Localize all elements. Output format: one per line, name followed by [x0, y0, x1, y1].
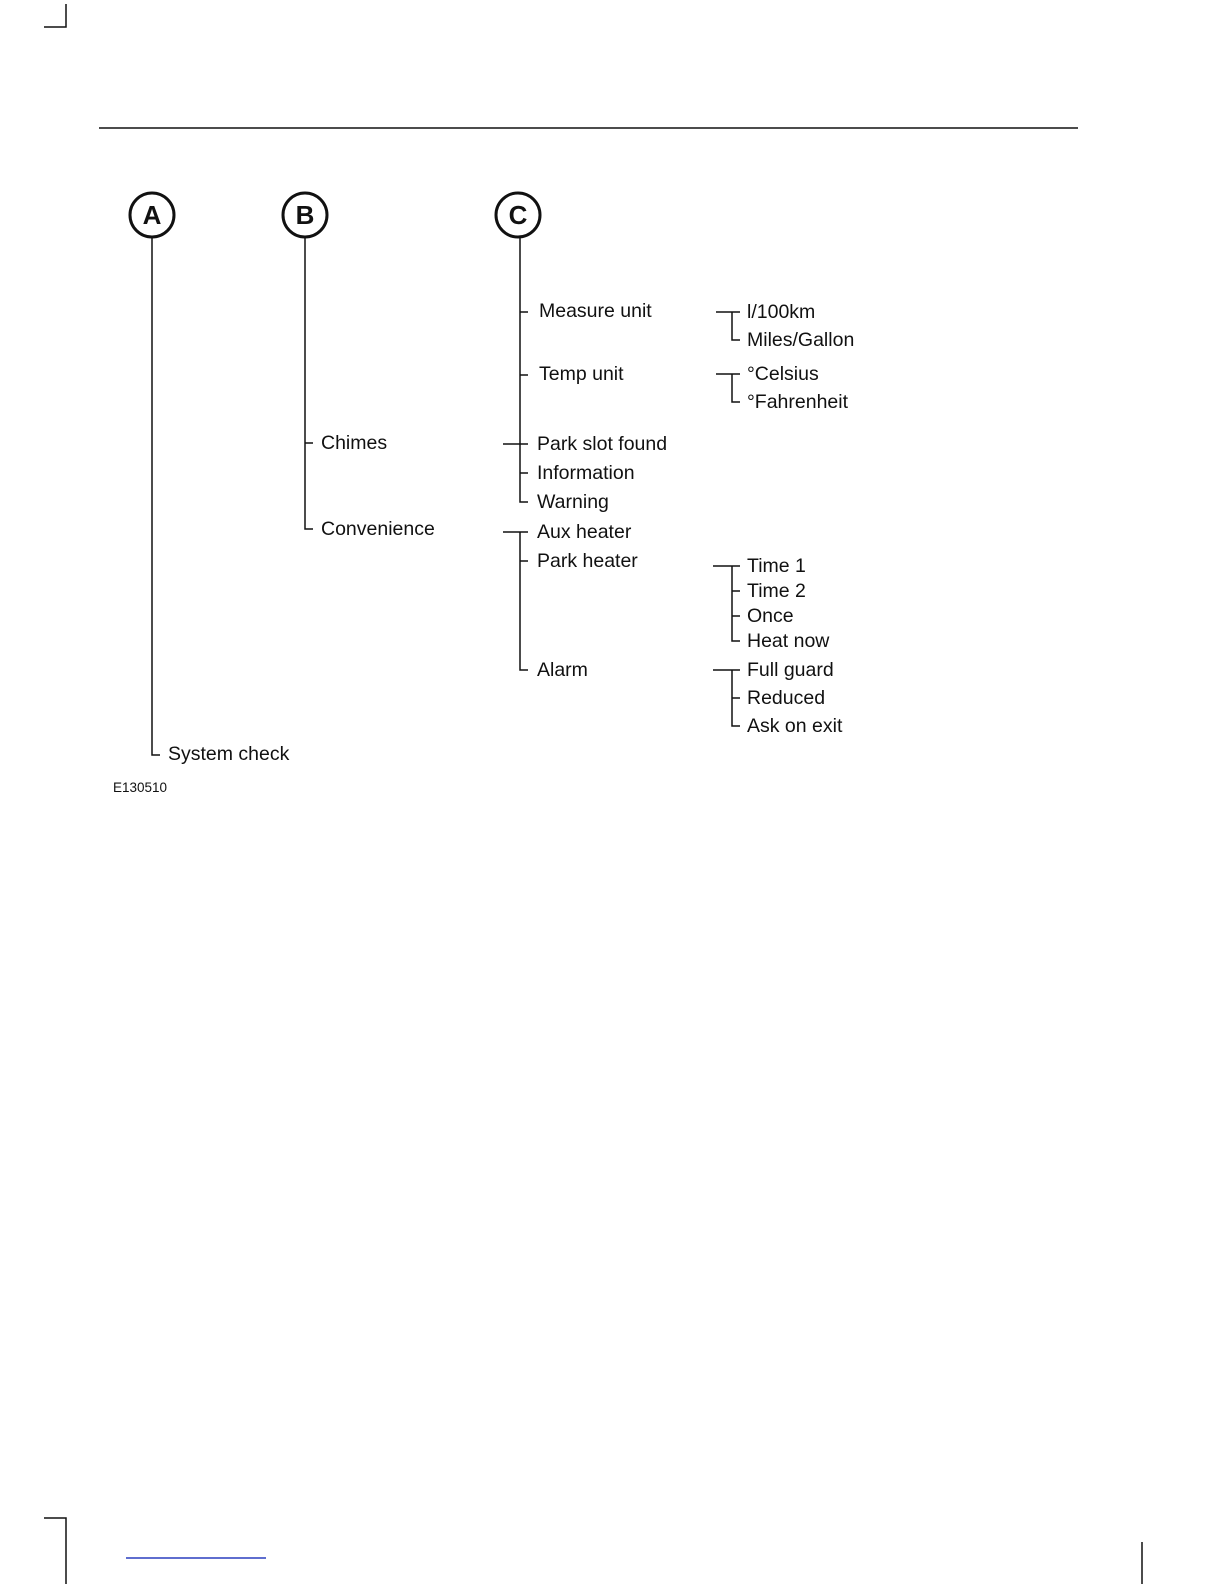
- option-time-2: Time 2: [747, 580, 806, 602]
- branch-park-heater: [732, 566, 740, 641]
- branch-a: [152, 237, 160, 755]
- option-full-guard: Full guard: [747, 659, 834, 681]
- figure-id: E130510: [113, 780, 168, 795]
- label-alarm: Alarm: [537, 659, 588, 681]
- crop-mark-bottom-left: [44, 1518, 66, 1584]
- branch-b: [305, 237, 313, 529]
- option-ask-on-exit: Ask on exit: [747, 715, 843, 737]
- label-warning: Warning: [537, 491, 609, 513]
- label-measure-unit: Measure unit: [539, 300, 652, 322]
- label-temp-unit: Temp unit: [539, 363, 624, 385]
- option-l100km: l/100km: [747, 301, 816, 323]
- label-aux-heater: Aux heater: [537, 521, 632, 543]
- branch-temp: [732, 374, 740, 402]
- option-once: Once: [747, 605, 794, 627]
- circle-b-letter: B: [295, 200, 315, 230]
- option-reduced: Reduced: [747, 687, 826, 709]
- label-system-check: System check: [168, 743, 290, 765]
- circle-a-letter: A: [142, 200, 162, 230]
- circle-c-letter: C: [508, 200, 528, 230]
- option-fahrenheit: °Fahrenheit: [747, 391, 849, 413]
- label-convenience: Convenience: [321, 518, 435, 540]
- label-chimes: Chimes: [321, 432, 388, 454]
- label-park-heater: Park heater: [537, 550, 638, 572]
- label-park-slot-found: Park slot found: [537, 433, 668, 455]
- label-information: Information: [537, 462, 635, 484]
- option-heat-now: Heat now: [747, 630, 830, 652]
- option-time-1: Time 1: [747, 555, 806, 577]
- option-celsius: °Celsius: [747, 363, 819, 385]
- option-miles-gallon: Miles/Gallon: [747, 329, 855, 351]
- branch-convenience: [520, 532, 528, 670]
- crop-mark-top-left: [44, 4, 66, 27]
- branch-measure: [732, 312, 740, 340]
